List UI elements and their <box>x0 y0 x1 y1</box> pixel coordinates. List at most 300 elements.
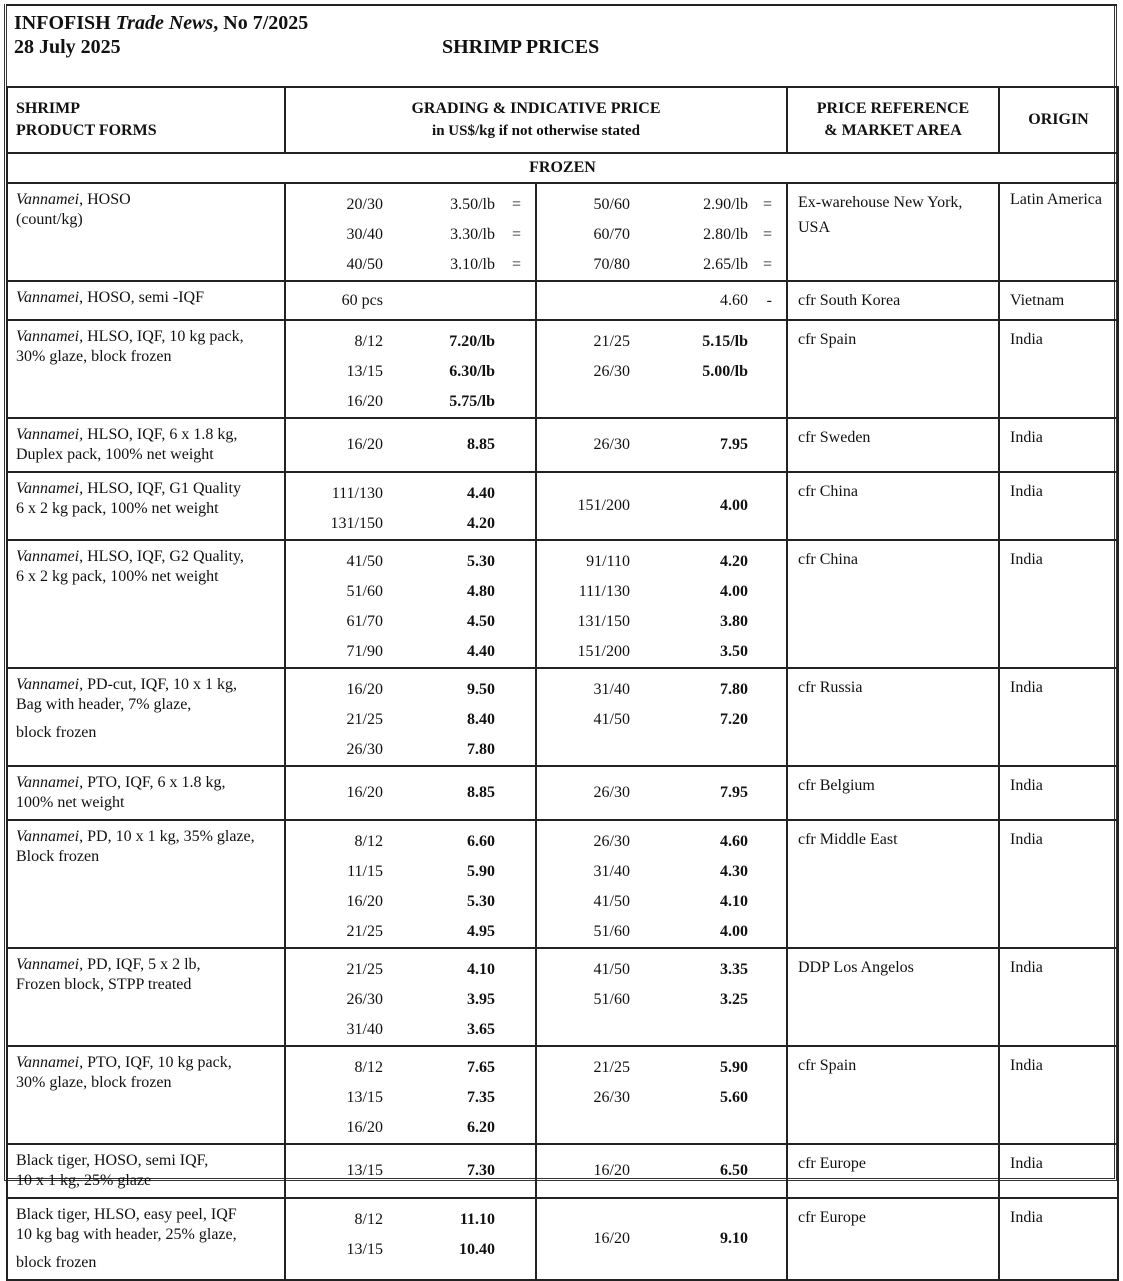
grade-count: 21/25 <box>346 961 383 978</box>
table-row <box>7 472 1118 540</box>
grade-count: 41/50 <box>593 961 630 978</box>
grade-price-line <box>286 1053 535 1083</box>
section-frozen: FROZEN <box>7 153 1118 183</box>
grade-count: 13/15 <box>346 363 383 380</box>
grade-price-line <box>286 1015 535 1045</box>
price-value: 11.10 <box>459 1211 495 1228</box>
grade-price-line <box>286 430 535 460</box>
grade-price-line <box>537 955 786 985</box>
price-value: 7.65 <box>467 1059 495 1076</box>
grade-count: 8/12 <box>354 333 383 350</box>
grade-count: 20/30 <box>346 196 383 213</box>
table-row <box>7 540 1118 668</box>
grading-left-cell <box>285 820 536 948</box>
price-value: 6.20 <box>467 1119 495 1136</box>
grade-price-line <box>286 479 535 509</box>
table-row <box>7 766 1118 820</box>
grading-left-cell <box>285 948 536 1046</box>
grade-count: 131/150 <box>330 515 383 532</box>
issue-number: , No 7/2025 <box>213 12 309 34</box>
page-title: SHRIMP PRICES <box>442 36 600 58</box>
grade-price-line <box>286 607 535 637</box>
table-row <box>7 183 1118 281</box>
species-name: Vannamei <box>16 289 80 306</box>
grading-right-cell <box>536 948 787 1046</box>
product-form-detail: Frozen block, STPP treated <box>16 976 192 993</box>
species-name: Vannamei, <box>16 828 84 845</box>
grading-right-cell <box>536 1198 787 1280</box>
grading-right-cell <box>536 472 787 540</box>
price-value: 5.30 <box>467 553 495 570</box>
price-value: 6.50 <box>720 1162 748 1179</box>
grade-price-line <box>286 917 535 947</box>
grade-count: 111/130 <box>578 583 630 600</box>
grade-count: 16/20 <box>346 436 383 453</box>
grading-right-cell <box>536 668 787 766</box>
shrimp-price-table <box>6 86 1119 1281</box>
price-suffix: - <box>766 291 772 309</box>
grade-count: 71/90 <box>346 643 383 660</box>
species-name: Vannamei, <box>16 676 84 693</box>
grading-right-cell <box>536 820 787 948</box>
product-form-cell <box>7 540 285 668</box>
grade-price-line <box>286 985 535 1015</box>
table-row <box>7 820 1118 948</box>
price-value: 3.25 <box>720 991 748 1008</box>
grade-count: 61/70 <box>346 613 383 630</box>
publication-subtitle: Trade News <box>115 12 214 34</box>
grade-price-line <box>537 1156 786 1186</box>
grade-count: 31/40 <box>346 1021 383 1038</box>
price-value: 4.10 <box>720 893 748 910</box>
grade-count: 60 pcs <box>341 291 383 309</box>
grade-price-line <box>537 1224 786 1254</box>
grading-right-cell <box>536 1144 787 1198</box>
price-value: 4.80 <box>467 583 495 600</box>
product-form-cell <box>7 418 285 472</box>
product-form: PTO, IQF, 10 kg pack, <box>83 1054 232 1071</box>
price-value: 4.60 <box>720 291 748 309</box>
product-form: PD, IQF, 5 x 2 lb, <box>83 956 201 973</box>
product-form-cell <box>7 1046 285 1144</box>
grade-count: 40/50 <box>346 256 383 273</box>
origin-cell: India <box>999 320 1118 418</box>
grade-count: 50/60 <box>593 196 630 213</box>
grading-right-cell <box>536 183 787 281</box>
price-value: 4.00 <box>720 923 748 940</box>
product-form-cell <box>7 766 285 820</box>
grading-left-cell <box>285 472 536 540</box>
species-name: Vannamei <box>16 191 80 208</box>
origin-cell: India <box>999 668 1118 766</box>
price-value: 8.85 <box>467 436 495 453</box>
price-value: 4.20 <box>467 515 495 532</box>
price-value: 6.60 <box>467 833 495 850</box>
price-reference-cell: cfr South Korea <box>787 281 999 320</box>
grading-right-cell <box>536 766 787 820</box>
table-row <box>7 320 1118 418</box>
grade-price-line <box>286 190 535 220</box>
grade-price-line <box>286 1156 535 1186</box>
grade-count: 13/15 <box>346 1241 383 1258</box>
price-value: 3.35 <box>720 961 748 978</box>
price-value: 2.90/lb <box>703 196 748 213</box>
grade-price-line <box>286 955 535 985</box>
price-reference-cell: cfr Belgium <box>787 766 999 820</box>
price-suffix: = <box>762 226 772 243</box>
grade-count: 8/12 <box>354 1059 383 1076</box>
grade-price-line <box>537 887 786 917</box>
grade-count: 41/50 <box>593 893 630 910</box>
origin-cell: India <box>999 418 1118 472</box>
price-value: 5.60 <box>720 1089 748 1106</box>
column-header-row <box>7 87 1118 153</box>
publication-name: INFOFISH <box>14 12 111 34</box>
grade-count: 151/200 <box>577 643 630 660</box>
product-form-cell <box>7 948 285 1046</box>
grading-right-cell <box>536 320 787 418</box>
grade-count: 16/20 <box>346 393 383 410</box>
product-form-detail: (count/kg) <box>16 211 83 228</box>
origin-cell: India <box>999 540 1118 668</box>
grade-price-line <box>286 220 535 250</box>
product-form-detail: 30% glaze, block frozen <box>16 1074 172 1091</box>
grade-price-line <box>537 327 786 357</box>
price-value: 7.95 <box>720 784 748 801</box>
price-reference-cell: cfr Sweden <box>787 418 999 472</box>
grade-price-line <box>537 675 786 705</box>
grade-price-line <box>537 286 786 316</box>
grade-count: 16/20 <box>346 1119 383 1136</box>
price-value: 3.10/lb <box>450 256 495 273</box>
product-form-detail: Block frozen <box>16 848 100 865</box>
header-origin: ORIGIN <box>999 87 1118 153</box>
product-form-cell <box>7 1144 285 1198</box>
grade-price-line <box>537 917 786 947</box>
grade-price-line <box>537 547 786 577</box>
grade-count: 26/30 <box>346 991 383 1008</box>
grade-price-line <box>286 857 535 887</box>
grade-count: 16/20 <box>593 1230 630 1247</box>
grade-count: 51/60 <box>593 991 630 1008</box>
grading-right-cell <box>536 540 787 668</box>
species-name: Vannamei, <box>16 1054 84 1071</box>
grade-count: 21/25 <box>346 711 383 728</box>
grade-price-line <box>286 577 535 607</box>
grade-price-line <box>286 286 535 316</box>
product-form: PD, 10 x 1 kg, 35% glaze, <box>83 828 255 845</box>
product-form: Black tiger, HOSO, semi IQF, <box>16 1152 209 1169</box>
grade-price-line <box>537 705 786 735</box>
product-form: HLSO, IQF, G2 Quality, <box>83 548 244 565</box>
grade-count: 26/30 <box>593 436 630 453</box>
table-row <box>7 1046 1118 1144</box>
grading-right-cell <box>536 281 787 320</box>
product-form: PTO, IQF, 6 x 1.8 kg, <box>83 774 226 791</box>
price-value: 5.00/lb <box>702 363 748 380</box>
price-value: 3.50/lb <box>450 196 495 213</box>
price-value: 9.50 <box>467 681 495 698</box>
grade-count: 26/30 <box>593 784 630 801</box>
grade-price-line <box>537 857 786 887</box>
grade-count: 151/200 <box>577 497 630 514</box>
product-form-cell <box>7 820 285 948</box>
product-form-cell <box>7 668 285 766</box>
price-value: 9.10 <box>720 1230 748 1247</box>
product-form-cell <box>7 281 285 320</box>
section-row <box>7 153 1118 183</box>
origin-cell: India <box>999 820 1118 948</box>
grade-count: 21/25 <box>593 1059 630 1076</box>
grade-price-line <box>537 1083 786 1113</box>
grade-count: 26/30 <box>593 833 630 850</box>
price-value: 4.50 <box>467 613 495 630</box>
product-form-detail: 10 x 1 kg, 25% glaze <box>16 1172 152 1189</box>
price-value: 4.00 <box>720 583 748 600</box>
origin-cell: India <box>999 948 1118 1046</box>
grade-price-line <box>286 735 535 765</box>
price-value: 5.30 <box>467 893 495 910</box>
grade-price-line <box>537 607 786 637</box>
grade-count: 31/40 <box>593 681 630 698</box>
grading-left-cell <box>285 418 536 472</box>
product-form-cell <box>7 183 285 281</box>
price-reference-cell: cfr Russia <box>787 668 999 766</box>
grade-count: 11/15 <box>347 863 383 880</box>
grade-count: 13/15 <box>346 1162 383 1179</box>
table-row <box>7 1144 1118 1198</box>
price-value: 5.15/lb <box>702 333 748 350</box>
species-name: Vannamei, <box>16 774 84 791</box>
product-form-detail: block frozen <box>16 724 97 741</box>
grade-count: 16/20 <box>346 784 383 801</box>
price-reference-cell: cfr Spain <box>787 320 999 418</box>
publication-line <box>14 10 308 36</box>
table-row <box>7 948 1118 1046</box>
price-reference-cell: Ex-warehouse New York, USA <box>787 183 999 281</box>
price-reference-cell: cfr Spain <box>787 1046 999 1144</box>
grade-price-line <box>537 220 786 250</box>
grade-price-line <box>537 637 786 667</box>
grading-right-cell <box>536 418 787 472</box>
price-reference-cell: cfr Europe <box>787 1198 999 1280</box>
price-suffix: = <box>511 226 521 243</box>
grade-count: 31/40 <box>593 863 630 880</box>
product-form-detail: 6 x 2 kg pack, 100% net weight <box>16 500 219 517</box>
table-row <box>7 418 1118 472</box>
grade-price-line <box>537 985 786 1015</box>
grade-price-line <box>537 1053 786 1083</box>
grade-price-line <box>286 637 535 667</box>
price-value: 4.10 <box>467 961 495 978</box>
grade-price-line <box>286 827 535 857</box>
grade-count: 41/50 <box>346 553 383 570</box>
grade-price-line <box>537 491 786 521</box>
grade-price-line <box>286 1235 535 1265</box>
grade-price-line <box>286 887 535 917</box>
product-form-detail: 100% net weight <box>16 794 125 811</box>
price-value: 4.30 <box>720 863 748 880</box>
product-form-cell <box>7 320 285 418</box>
grade-count: 70/80 <box>593 256 630 273</box>
product-form-detail: 6 x 2 kg pack, 100% net weight <box>16 568 219 585</box>
product-form-detail: Bag with header, 7% glaze, <box>16 696 192 713</box>
grade-price-line <box>537 190 786 220</box>
price-value: 8.40 <box>467 711 495 728</box>
grading-left-cell <box>285 1046 536 1144</box>
price-value: 2.80/lb <box>703 226 748 243</box>
product-form: , HOSO, semi -IQF <box>79 289 204 306</box>
grading-left-cell <box>285 540 536 668</box>
price-value: 3.65 <box>467 1021 495 1038</box>
product-form-detail: 30% glaze, block frozen <box>16 348 172 365</box>
price-reference-cell: cfr Middle East <box>787 820 999 948</box>
price-suffix: = <box>511 196 521 213</box>
grade-count: 8/12 <box>354 833 383 850</box>
species-name: Vannamei, <box>16 426 84 443</box>
price-value: 6.30/lb <box>449 363 495 380</box>
grade-price-line <box>537 778 786 808</box>
grade-count: 16/20 <box>346 893 383 910</box>
table-row <box>7 668 1118 766</box>
price-value: 5.75/lb <box>449 393 495 410</box>
grade-count: 91/110 <box>586 553 630 570</box>
issue-date: 28 July 2025 <box>14 36 121 58</box>
grade-price-line <box>537 357 786 387</box>
price-value: 7.30 <box>467 1162 495 1179</box>
price-value: 5.90 <box>467 863 495 880</box>
grade-price-line <box>286 357 535 387</box>
price-value: 4.95 <box>467 923 495 940</box>
price-value: 4.40 <box>467 485 495 502</box>
grade-count: 111/130 <box>331 485 383 502</box>
grade-price-line <box>286 327 535 357</box>
product-form: HLSO, IQF, 6 x 1.8 kg, <box>83 426 238 443</box>
header-product-forms: SHRIMP PRODUCT FORMS <box>7 87 285 153</box>
price-value: 7.35 <box>467 1089 495 1106</box>
product-form: HLSO, IQF, G1 Quality <box>83 480 241 497</box>
grade-price-line <box>286 778 535 808</box>
product-form-detail: Duplex pack, 100% net weight <box>16 446 214 463</box>
grading-right-cell <box>536 1046 787 1144</box>
price-value: 2.65/lb <box>703 256 748 273</box>
price-value: 4.40 <box>467 643 495 660</box>
price-suffix: = <box>511 256 521 273</box>
origin-cell: Vietnam <box>999 281 1118 320</box>
grading-left-cell <box>285 668 536 766</box>
product-form-cell <box>7 472 285 540</box>
price-value: 3.50 <box>720 643 748 660</box>
price-value: 4.60 <box>720 833 748 850</box>
grade-price-line <box>537 430 786 460</box>
price-value: 3.95 <box>467 991 495 1008</box>
price-value: 10.40 <box>459 1241 495 1258</box>
grade-price-line <box>286 1083 535 1113</box>
product-form-cell <box>7 1198 285 1280</box>
grade-count: 26/30 <box>346 741 383 758</box>
table-row <box>7 281 1118 320</box>
price-value: 7.20 <box>720 711 748 728</box>
price-suffix: = <box>762 196 772 213</box>
grade-count: 16/20 <box>593 1162 630 1179</box>
grade-price-line <box>286 250 535 280</box>
grade-price-line <box>286 547 535 577</box>
table-row <box>7 1198 1118 1280</box>
header-price-reference: PRICE REFERENCE & MARKET AREA <box>787 87 999 153</box>
price-value: 5.90 <box>720 1059 748 1076</box>
price-value: 4.00 <box>720 497 748 514</box>
price-reference-cell: cfr China <box>787 540 999 668</box>
price-value: 7.80 <box>720 681 748 698</box>
price-value: 3.30/lb <box>450 226 495 243</box>
price-reference-cell: cfr Europe <box>787 1144 999 1198</box>
grade-count: 21/25 <box>593 333 630 350</box>
grade-price-line <box>286 1205 535 1235</box>
species-name: Vannamei, <box>16 956 84 973</box>
grade-price-line <box>286 705 535 735</box>
price-value: 3.80 <box>720 613 748 630</box>
grading-left-cell <box>285 183 536 281</box>
grade-count: 41/50 <box>593 711 630 728</box>
grading-left-cell <box>285 1144 536 1198</box>
grade-count: 60/70 <box>593 226 630 243</box>
grade-count: 51/60 <box>593 923 630 940</box>
grade-count: 8/12 <box>354 1211 383 1228</box>
product-form: , HOSO <box>79 191 131 208</box>
origin-cell: India <box>999 766 1118 820</box>
species-name: Vannamei, <box>16 548 84 565</box>
price-reference-cell: cfr China <box>787 472 999 540</box>
product-form: PD-cut, IQF, 10 x 1 kg, <box>83 676 237 693</box>
grading-left-cell <box>285 281 536 320</box>
product-form: Black tiger, HLSO, easy peel, IQF <box>16 1206 237 1223</box>
grade-count: 26/30 <box>593 1089 630 1106</box>
grade-count: 131/150 <box>577 613 630 630</box>
species-name: Vannamei, <box>16 328 84 345</box>
species-name: Vannamei, <box>16 480 84 497</box>
document-header <box>6 4 1117 87</box>
grade-count: 21/25 <box>346 923 383 940</box>
grade-price-line <box>286 1113 535 1143</box>
product-form-detail: 10 kg bag with header, 25% glaze, <box>16 1226 237 1243</box>
grade-price-line <box>286 675 535 705</box>
price-reference-cell: DDP Los Angelos <box>787 948 999 1046</box>
price-value: 8.85 <box>467 784 495 801</box>
grade-price-line <box>537 577 786 607</box>
price-value: 7.95 <box>720 436 748 453</box>
grade-price-line <box>537 250 786 280</box>
product-form-detail: block frozen <box>16 1254 97 1271</box>
header-grading-price: GRADING & INDICATIVE PRICE in US$/kg if not otherwise stated <box>285 87 787 153</box>
price-suffix: = <box>762 256 772 273</box>
price-value: 7.80 <box>467 741 495 758</box>
price-value: 7.20/lb <box>449 333 495 350</box>
grading-left-cell <box>285 320 536 418</box>
price-value: 4.20 <box>720 553 748 570</box>
grading-left-cell <box>285 1198 536 1280</box>
grade-price-line <box>537 827 786 857</box>
origin-cell: Latin America <box>999 183 1118 281</box>
grade-count: 51/60 <box>346 583 383 600</box>
grading-left-cell <box>285 766 536 820</box>
grade-count: 30/40 <box>346 226 383 243</box>
grade-price-line <box>286 387 535 417</box>
origin-cell: India <box>999 1046 1118 1144</box>
grade-count: 13/15 <box>346 1089 383 1106</box>
origin-cell: India <box>999 1144 1118 1198</box>
grade-count: 26/30 <box>593 363 630 380</box>
origin-cell: India <box>999 1198 1118 1280</box>
